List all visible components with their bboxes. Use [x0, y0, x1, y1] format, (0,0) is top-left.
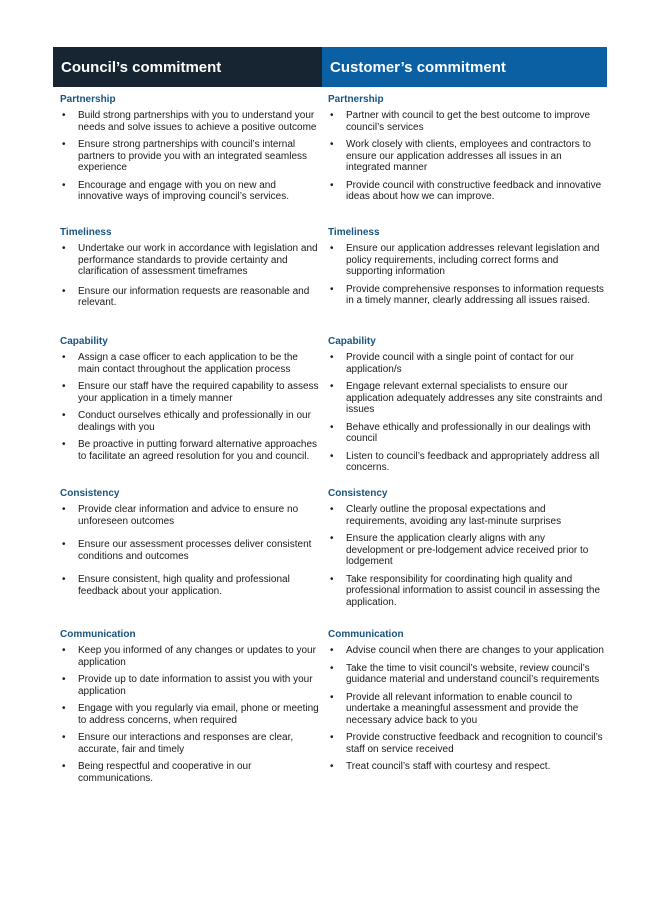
- list-item: • Conduct ourselves ethically and professionally in our dealings with you: [60, 410, 320, 433]
- list-item: • Undertake our work in accordance with legislation and performance standards to provide certainty and clarification of assessment timeframes: [60, 243, 320, 278]
- list-item: • Provide clear information and advice to ensure no unforeseen outcomes: [60, 504, 320, 527]
- list-item: • Provide constructive feedback and recognition to council’s staff on service received: [328, 732, 604, 755]
- list-item: • Provide comprehensive responses to information requests in a timely manner, clearly addressing all issues raised.: [328, 284, 604, 307]
- list-item: • Treat council’s staff with courtesy and respect.: [328, 761, 604, 773]
- bullet-list: [60, 645, 320, 784]
- table-header: [53, 47, 607, 87]
- list-item: • Ensure consistent, high quality and professional feedback about your application.: [60, 574, 320, 597]
- list-item: • Provide council with a single point of contact for our application/s: [328, 352, 604, 375]
- bullet-list: [328, 645, 604, 773]
- list-item: • Ensure our assessment processes deliver consistent conditions and outcomes: [60, 539, 320, 562]
- list-item: • Behave ethically and professionally in our dealings with council: [328, 422, 604, 445]
- council-partnership-section: [60, 93, 320, 203]
- bullet-list: [328, 243, 604, 307]
- list-item: • Ensure our interactions and responses are clear, accurate, fair and timely: [60, 732, 320, 755]
- list-item: • Build strong partnerships with you to understand your needs and solve issues to achieve a positive outcome: [60, 110, 320, 133]
- list-item: • Assign a case officer to each application to be the main contact throughout the application process: [60, 352, 320, 375]
- council-commitment-heading: Council’s commitment: [53, 47, 322, 87]
- section-title: Capability: [328, 336, 376, 347]
- list-item: • Ensure the application clearly aligns with any development or pre-lodgement advice received prior to lodgement: [328, 533, 604, 568]
- bullet-list: [328, 110, 604, 203]
- list-item: • Provide up to date information to assist you with your application: [60, 674, 320, 697]
- list-item: • Be proactive in putting forward alternative approaches to facilitate an agreed resolution for you and council.: [60, 439, 320, 462]
- section-title: Communication: [328, 629, 404, 640]
- list-item: • Encourage and engage with you on new and innovative ways of improving council’s services.: [60, 180, 320, 203]
- section-title: Consistency: [328, 488, 388, 499]
- list-item: • Keep you informed of any changes or updates to your application: [60, 645, 320, 668]
- council-timeliness-section: [60, 226, 320, 309]
- list-item: • Partner with council to get the best outcome to improve council’s services: [328, 110, 604, 133]
- list-item: • Engage relevant external specialists to ensure our application adequately addresses any site constraints and issues: [328, 381, 604, 416]
- section-title: Timeliness: [328, 227, 380, 238]
- customer-consistency-section: [328, 487, 604, 608]
- section-title: Communication: [60, 629, 136, 640]
- list-item: • Ensure our staff have the required capability to assess your application in a timely manner: [60, 381, 320, 404]
- list-item: • Work closely with clients, employees and contractors to ensure our application addresses all issues in an integrated manner: [328, 139, 604, 174]
- bullet-list: [328, 504, 604, 608]
- list-item: • Listen to council’s feedback and appropriately address all concerns.: [328, 451, 604, 474]
- bullet-list: [60, 504, 320, 597]
- council-capability-section: [60, 335, 320, 462]
- customer-commitment-heading: Customer’s commitment: [322, 47, 607, 87]
- section-title: Partnership: [328, 94, 384, 105]
- section-title: Consistency: [60, 488, 120, 499]
- section-title: Capability: [60, 336, 108, 347]
- list-item: • Ensure our application addresses relevant legislation and policy requirements, including correct forms and supporting information: [328, 243, 604, 278]
- customer-partnership-section: [328, 93, 604, 203]
- section-title: Timeliness: [60, 227, 112, 238]
- list-item: • Provide council with constructive feedback and innovative ideas about how we can improve.: [328, 180, 604, 203]
- list-item: • Being respectful and cooperative in our communications.: [60, 761, 320, 784]
- customer-capability-section: [328, 335, 604, 474]
- list-item: • Engage with you regularly via email, phone or meeting to address concerns, when required: [60, 703, 320, 726]
- bullet-list: [328, 352, 604, 474]
- list-item: • Ensure strong partnerships with council’s internal partners to provide you with an integrated seamless experience: [60, 139, 320, 174]
- list-item: • Take the time to visit council’s website, review council’s guidance material and understand council’s requirements: [328, 663, 604, 686]
- list-item: • Ensure our information requests are reasonable and relevant.: [60, 286, 320, 309]
- customer-timeliness-section: [328, 226, 604, 307]
- list-item: • Clearly outline the proposal expectations and requirements, avoiding any last-minute surprises: [328, 504, 604, 527]
- list-item: • Provide all relevant information to enable council to undertake a meaningful assessment and provide the necessary advice back to you: [328, 692, 604, 727]
- council-consistency-section: [60, 487, 320, 597]
- bullet-list: [60, 110, 320, 203]
- list-item: • Advise council when there are changes to your application: [328, 645, 604, 657]
- section-title: Partnership: [60, 94, 116, 105]
- bullet-list: [60, 243, 320, 309]
- bullet-list: [60, 352, 320, 462]
- list-item: • Take responsibility for coordinating high quality and professional information to assist council in assessing the application.: [328, 574, 604, 609]
- customer-communication-section: [328, 628, 604, 773]
- council-communication-section: [60, 628, 320, 784]
